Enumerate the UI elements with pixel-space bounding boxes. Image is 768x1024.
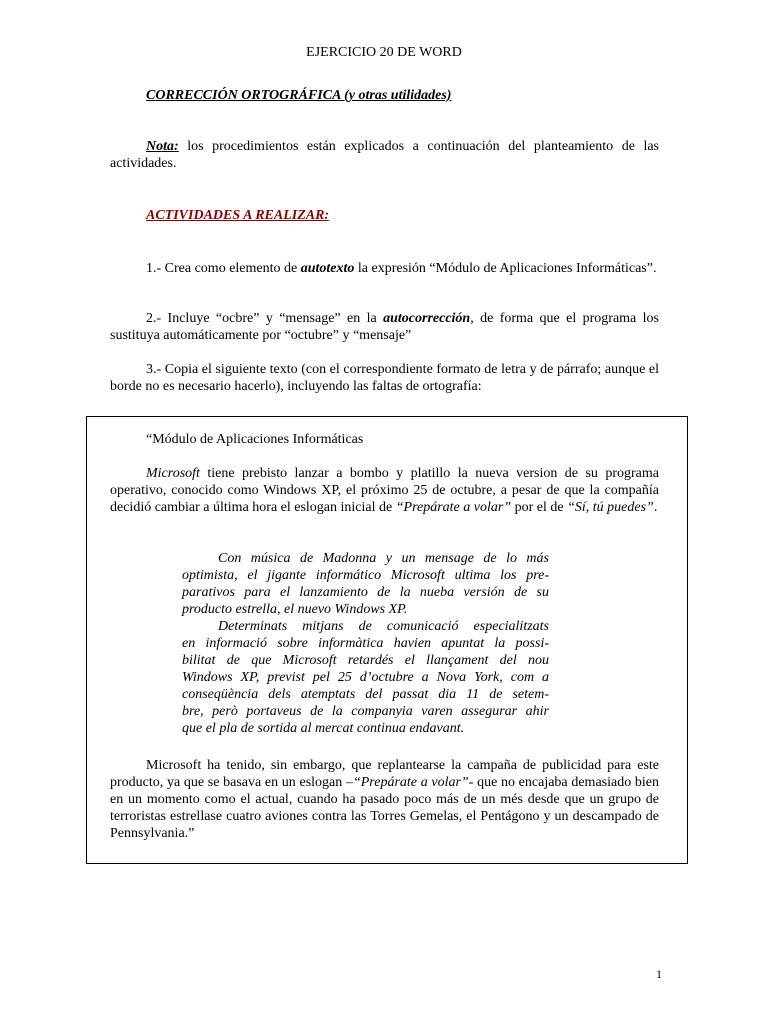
p1-text-a: tiene prebisto lanzar a bombo y platillo la nueva version de su programa operativo, conocido como Windows XP, el próximo 25 de octubre, a pesar de que la compañía decidió cambiar a última hora el eslogan inicial de [110, 466, 659, 515]
note-label: Nota: [146, 139, 179, 154]
p2-quote: “Prepárate a volar” [352, 775, 469, 790]
note-text: los procedimientos están explicados a continuación del planteamiento de las actividades. [110, 139, 659, 171]
p1-lead: Microsoft [146, 466, 200, 481]
note-paragraph [110, 138, 659, 172]
box-paragraph-1 [110, 465, 659, 516]
quote-line: optimista, el jigante informático Microsoft ultima los pre- [182, 568, 549, 583]
item-2-text: 2.- Incluye “ocbre” y “mensage” en la [146, 311, 384, 326]
p1-text-c: . [653, 500, 658, 515]
quote-line: Con música de Madonna y un mensage de lo más [218, 551, 549, 566]
section-subtitle: CORRECCIÓN ORTOGRÁFICA (y otras utilidades) [146, 88, 452, 103]
item-1-text: 1.- Crea como elemento de [146, 261, 301, 276]
item-2-keyword: autocorrección [383, 311, 471, 326]
activity-item-2 [110, 310, 659, 344]
quote-line: Determinats mitjans de comunicació especialitzats [218, 619, 549, 634]
quote-line: bilitat de que Microsoft retardés el llançament del nou [182, 653, 549, 668]
box-paragraph-2 [110, 757, 659, 842]
quoted-block [182, 550, 549, 737]
p1-text-b: por el de [511, 500, 568, 515]
quote-line: en informació sobre informàtica havien apuntat la possi- [182, 636, 549, 651]
activity-item-3: 3.- Copia el siguiente texto (con el correspondiente formato de letra y de párrafo; aunque el borde no es necesario hacerlo), incluyendo las faltas de ortografía: [110, 362, 659, 394]
item-1-text-end: la expresión “Módulo de Aplicaciones Informáticas”. [354, 261, 657, 276]
activity-item-1 [110, 260, 659, 277]
item-1-keyword: autotexto [300, 261, 355, 276]
box-title: “Módulo de Aplicaciones Informáticas [146, 432, 364, 447]
quote-line: conseqüència dels atemptats del passat dia 11 de setem- [182, 687, 549, 702]
p1-quote-2: “Sí, tú puedes” [567, 500, 654, 515]
quote-line: Windows XP, previst pel 25 d’octubre a Nova York, com a [182, 670, 549, 685]
quote-line: bre, però portaveus de la companyia varen assegurar ahir [182, 704, 549, 719]
quote-line: que el pla de sortida al mercat continua endavant. [182, 721, 465, 736]
page-title: EJERCICIO 20 DE WORD [306, 45, 462, 60]
page-number: 1 [656, 967, 662, 981]
quote-line: parativos para el lanzamiento de la nueba versión de su [182, 585, 549, 600]
p1-quote-1: “Prepárate a volar” [395, 500, 512, 515]
p2-text-b: - que no encajaba demasiado bien en un momento como el actual, cuando ha pasado poco más de un més desde que un grupo de terroristas estrellase cuatro aviones contra las Torres Gemelas, el Pentágono y un descampado de Pennsylvania.” [110, 775, 660, 841]
p2-text-a: Microsoft ha tenido, sin embargo, que replantearse la campaña de publicidad para este producto, ya que se basava en un eslogan – [110, 758, 659, 790]
activities-heading: ACTIVIDADES A REALIZAR: [146, 208, 330, 223]
item-2-text-end: , de forma que el programa los sustituya automáticamente por “octubre” y “mensaje” [110, 311, 659, 343]
quote-line: producto estrella, el nuevo Windows XP. [182, 602, 408, 617]
